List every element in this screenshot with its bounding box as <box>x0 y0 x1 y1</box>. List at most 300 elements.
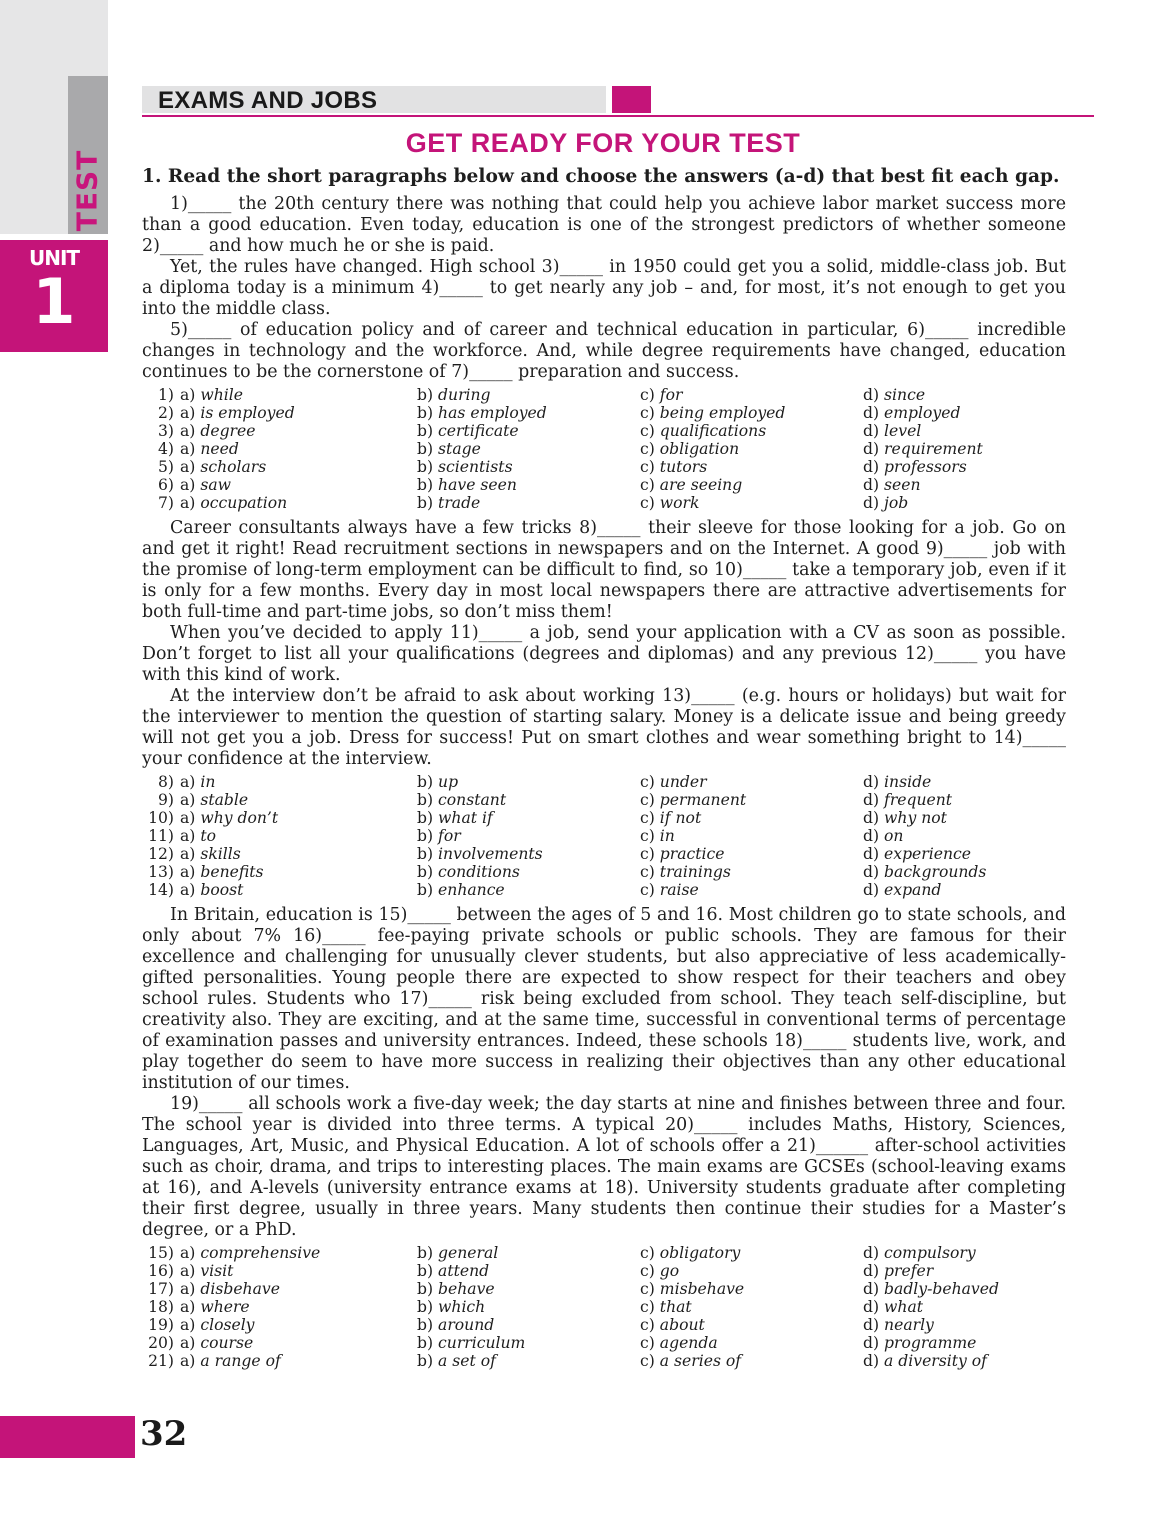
option-letter: d) <box>863 1316 880 1334</box>
option-text: since <box>884 386 926 404</box>
paragraph: Yet, the rules have changed. High school 3)_____ in 1950 could get you a solid, middle-class job. But a diploma today is a minimum 4)_____ to get nearly any job – and, for most, it’s not enough to get you into the middle class. <box>142 257 1066 319</box>
option-c[interactable] <box>640 809 863 827</box>
option-c[interactable] <box>640 1280 863 1298</box>
option-text: while <box>200 386 243 404</box>
option-row <box>142 845 1066 863</box>
option-row <box>142 809 1066 827</box>
option-d[interactable] <box>863 881 1063 899</box>
option-text: what if <box>438 809 493 827</box>
option-text: general <box>438 1244 499 1262</box>
option-letter: c) <box>640 1244 655 1262</box>
option-c[interactable] <box>640 1334 863 1352</box>
option-letter: d) <box>863 863 880 881</box>
option-letter: b) <box>417 1352 434 1370</box>
question-number: 12) <box>148 845 174 863</box>
option-text: under <box>659 773 707 791</box>
option-letter: a) <box>180 1262 196 1280</box>
option-row <box>142 422 1066 440</box>
option-text: trainings <box>659 863 731 881</box>
option-letter: d) <box>863 1262 880 1280</box>
option-letter: b) <box>417 440 434 458</box>
option-c[interactable] <box>640 404 863 422</box>
test-content <box>142 164 1066 1376</box>
option-text: a series of <box>659 1352 742 1370</box>
option-b[interactable] <box>417 404 640 422</box>
option-b[interactable] <box>417 494 640 512</box>
option-d[interactable] <box>863 1316 1063 1334</box>
option-letter: d) <box>863 1280 880 1298</box>
option-text: agenda <box>659 1334 718 1352</box>
question-number: 15) <box>148 1244 174 1262</box>
option-text: to <box>200 827 217 845</box>
option-text: misbehave <box>659 1280 745 1298</box>
option-letter: a) <box>180 773 196 791</box>
paragraph: Career consultants always have a few tricks 8)_____ their sleeve for those looking for a job. Go on and get it right! Read recruitment sections in newspapers and on the Internet. A good 9)_____ job with the promise of long-term employment can be difficult to find, so 10)_____ take a temporary job, even if it is only for a few months. Every day in most local newspapers there are attractive advertisements for both full-time and part-time jobs, so don’t miss them! <box>142 518 1066 622</box>
option-text: certificate <box>438 422 519 440</box>
option-a[interactable] <box>180 809 417 827</box>
option-text: behave <box>438 1280 495 1298</box>
option-letter: d) <box>863 791 880 809</box>
option-letter: c) <box>640 404 655 422</box>
option-letter: d) <box>863 440 880 458</box>
option-text: closely <box>200 1316 255 1334</box>
unit-word: UNIT <box>28 246 80 270</box>
option-c[interactable] <box>640 863 863 881</box>
option-letter: a) <box>180 809 196 827</box>
question-number: 20) <box>148 1334 174 1352</box>
question-number: 11) <box>148 827 174 845</box>
option-text: disbehave <box>200 1280 280 1298</box>
question-number: 21) <box>148 1352 174 1370</box>
option-letter: c) <box>640 791 655 809</box>
option-text: boost <box>200 881 244 899</box>
option-text: a set of <box>438 1352 496 1370</box>
option-text: has employed <box>438 404 547 422</box>
option-letter: c) <box>640 1298 655 1316</box>
option-text: conditions <box>438 863 520 881</box>
option-letter: b) <box>417 1298 434 1316</box>
option-letter: d) <box>863 827 880 845</box>
option-letter: a) <box>180 1280 196 1298</box>
option-text: occupation <box>200 494 288 512</box>
option-text: practice <box>659 845 725 863</box>
option-d[interactable] <box>863 458 1063 476</box>
option-text: in <box>200 773 216 791</box>
option-b[interactable] <box>417 1262 640 1280</box>
question-number: 7) <box>157 494 174 512</box>
option-letter: b) <box>417 1316 434 1334</box>
option-d[interactable] <box>863 1244 1063 1262</box>
option-text: badly-behaved <box>884 1280 999 1298</box>
option-d[interactable] <box>863 773 1063 791</box>
option-b[interactable] <box>417 881 640 899</box>
option-row <box>142 1244 1066 1262</box>
option-letter: a) <box>180 1298 196 1316</box>
option-c[interactable] <box>640 1316 863 1334</box>
option-letter: c) <box>640 440 655 458</box>
option-c[interactable] <box>640 1352 863 1370</box>
option-a[interactable] <box>180 791 417 809</box>
option-c[interactable] <box>640 422 863 440</box>
option-text: is employed <box>200 404 295 422</box>
option-text: seen <box>884 476 921 494</box>
option-letter: c) <box>640 1316 655 1334</box>
option-letter: b) <box>417 422 434 440</box>
option-d[interactable] <box>863 1280 1063 1298</box>
option-text: stable <box>200 791 249 809</box>
option-d[interactable] <box>863 1262 1063 1280</box>
option-c[interactable] <box>640 1298 863 1316</box>
option-text: are seeing <box>659 476 743 494</box>
page-number-block <box>0 1416 135 1458</box>
option-letter: d) <box>863 773 880 791</box>
option-d[interactable] <box>863 827 1063 845</box>
option-row <box>142 386 1066 404</box>
option-letter: b) <box>417 881 434 899</box>
option-a[interactable] <box>180 1334 417 1352</box>
answer-options <box>142 773 1066 899</box>
option-letter: a) <box>180 881 196 899</box>
option-text: benefits <box>200 863 264 881</box>
option-letter: d) <box>863 386 880 404</box>
option-letter: c) <box>640 1334 655 1352</box>
option-text: up <box>438 773 459 791</box>
option-row <box>142 404 1066 422</box>
option-a[interactable] <box>180 1352 417 1370</box>
question-number: 8) <box>157 773 174 791</box>
option-text: frequent <box>884 791 953 809</box>
option-b[interactable] <box>417 1316 640 1334</box>
option-letter: b) <box>417 476 434 494</box>
option-b[interactable] <box>417 863 640 881</box>
option-a[interactable] <box>180 458 417 476</box>
option-letter: c) <box>640 863 655 881</box>
option-text: obligation <box>659 440 740 458</box>
option-letter: d) <box>863 881 880 899</box>
option-row <box>142 773 1066 791</box>
test-label <box>67 145 107 235</box>
option-text: programme <box>884 1334 977 1352</box>
option-letter: d) <box>863 809 880 827</box>
option-d[interactable] <box>863 791 1063 809</box>
option-text: nearly <box>884 1316 934 1334</box>
option-letter: b) <box>417 863 434 881</box>
option-d[interactable] <box>863 404 1063 422</box>
option-d[interactable] <box>863 1334 1063 1352</box>
option-letter: b) <box>417 827 434 845</box>
option-text: scientists <box>438 458 513 476</box>
option-b[interactable] <box>417 422 640 440</box>
option-text: prefer <box>884 1262 934 1280</box>
option-c[interactable] <box>640 827 863 845</box>
option-letter: b) <box>417 1280 434 1298</box>
question-number: 3) <box>157 422 174 440</box>
option-text: requirement <box>884 440 983 458</box>
header-accent-square <box>612 86 651 113</box>
question-number: 4) <box>157 440 174 458</box>
option-a[interactable] <box>180 1244 417 1262</box>
option-a[interactable] <box>180 881 417 899</box>
option-a[interactable] <box>180 1298 417 1316</box>
option-a[interactable] <box>180 494 417 512</box>
option-a[interactable] <box>180 422 417 440</box>
option-letter: d) <box>863 404 880 422</box>
option-text: course <box>200 1334 254 1352</box>
paragraph: 19)_____ all schools work a five-day week; the day starts at nine and finishes between three and four. The school year is divided into three terms. A typical 20)_____ includes Maths, History, Sciences, Languages, Art, Music, and Physical Education. A lot of schools offer a 21)______ after-school activities such as choir, drama, and trips to interesting places. The main exams are GCSEs (school-leaving exams at 16), and A-levels (university entrance exams at 18). University students graduate after completing their first degree, usually in three years. Many students then continue their studies for a Master’s degree, or a PhD. <box>142 1094 1066 1240</box>
option-text: stage <box>438 440 481 458</box>
option-text: about <box>659 1316 705 1334</box>
option-letter: c) <box>640 827 655 845</box>
question-number: 18) <box>148 1298 174 1316</box>
option-d[interactable] <box>863 809 1063 827</box>
option-text: in <box>659 827 675 845</box>
option-text: experience <box>884 845 971 863</box>
option-c[interactable] <box>640 845 863 863</box>
option-c[interactable] <box>640 773 863 791</box>
option-text: degree <box>200 422 256 440</box>
option-a[interactable] <box>180 476 417 494</box>
option-letter: d) <box>863 1334 880 1352</box>
option-text: saw <box>200 476 232 494</box>
option-letter: b) <box>417 845 434 863</box>
option-a[interactable] <box>180 827 417 845</box>
option-text: for <box>438 827 461 845</box>
page-title: EXAMS AND JOBS <box>158 87 378 114</box>
option-letter: d) <box>863 1352 880 1370</box>
option-row <box>142 881 1066 899</box>
option-row <box>142 863 1066 881</box>
option-c[interactable] <box>640 476 863 494</box>
option-d[interactable] <box>863 1298 1063 1316</box>
option-letter: a) <box>180 827 196 845</box>
option-d[interactable] <box>863 440 1063 458</box>
page-number: 32 <box>140 1414 188 1454</box>
question-number: 10) <box>148 809 174 827</box>
question-number: 16) <box>148 1262 174 1280</box>
option-b[interactable] <box>417 773 640 791</box>
option-letter: a) <box>180 422 196 440</box>
option-letter: b) <box>417 494 434 512</box>
option-a[interactable] <box>180 863 417 881</box>
option-letter: b) <box>417 791 434 809</box>
option-d[interactable] <box>863 386 1063 404</box>
section-title: GET READY FOR YOUR TEST <box>405 128 801 158</box>
option-text: if not <box>659 809 702 827</box>
option-d[interactable] <box>863 422 1063 440</box>
option-letter: b) <box>417 809 434 827</box>
option-c[interactable] <box>640 494 863 512</box>
option-text: around <box>438 1316 495 1334</box>
task-heading: 1. Read the short paragraphs below and choose the answers (a-d) that best fit each gap. <box>142 166 1060 187</box>
option-text: compulsory <box>884 1244 976 1262</box>
option-row <box>142 1352 1066 1370</box>
option-a[interactable] <box>180 1262 417 1280</box>
option-d[interactable] <box>863 1352 1063 1370</box>
option-c[interactable] <box>640 1262 863 1280</box>
option-text: expand <box>884 881 942 899</box>
option-text: need <box>200 440 239 458</box>
option-text: on <box>884 827 904 845</box>
option-a[interactable] <box>180 440 417 458</box>
option-b[interactable] <box>417 827 640 845</box>
paragraph: In Britain, education is 15)_____ between the ages of 5 and 16. Most children go to state schools, and only about 7% 16)_____ fee-paying private schools or public schools. They are famous for their excellence and challenging for unusually clever students, but also appreciative of less academically-gifted personalities. Young people there are expected to show respect for their teachers and obey school rules. Students who 17)_____ risk being excluded from school. They teach self-discipline, but creativity also. They are exciting, and at the same time, successful in conventional terms of percentage of examination passes and university entrances. Indeed, these schools 18)_____ students live, work, and play together do seem to have more success in realizing their objectives than any other educational institution of our times. <box>142 905 1066 1093</box>
option-text: that <box>659 1298 692 1316</box>
option-letter: a) <box>180 845 196 863</box>
question-number: 9) <box>157 791 174 809</box>
option-text: why don’t <box>200 809 279 827</box>
option-letter: a) <box>180 791 196 809</box>
option-letter: c) <box>640 458 655 476</box>
option-letter: a) <box>180 476 196 494</box>
option-letter: d) <box>863 422 880 440</box>
option-text: raise <box>659 881 699 899</box>
question-number: 6) <box>157 476 174 494</box>
option-a[interactable] <box>180 404 417 422</box>
option-text: why not <box>884 809 947 827</box>
option-row <box>142 458 1066 476</box>
option-letter: c) <box>640 494 655 512</box>
option-letter: a) <box>180 1316 196 1334</box>
option-b[interactable] <box>417 1334 640 1352</box>
option-text: involvements <box>438 845 543 863</box>
option-c[interactable] <box>640 386 863 404</box>
option-b[interactable] <box>417 440 640 458</box>
option-letter: a) <box>180 1244 196 1262</box>
option-text: comprehensive <box>200 1244 321 1262</box>
option-d[interactable] <box>863 494 1063 512</box>
option-letter: d) <box>863 458 880 476</box>
option-d[interactable] <box>863 845 1063 863</box>
question-number: 17) <box>148 1280 174 1298</box>
option-text: backgrounds <box>884 863 987 881</box>
option-text: where <box>200 1298 250 1316</box>
option-letter: a) <box>180 863 196 881</box>
option-text: constant <box>438 791 507 809</box>
question-number: 19) <box>148 1316 174 1334</box>
question-number: 1) <box>157 386 174 404</box>
paragraph: 1)_____ the 20th century there was nothing that could help you achieve labor market success more than a good education. Even today, education is one of the strongest predictors of whether someone 2)_____ and how much he or she is paid. <box>142 194 1066 256</box>
option-a[interactable] <box>180 773 417 791</box>
option-letter: c) <box>640 773 655 791</box>
option-c[interactable] <box>640 1244 863 1262</box>
option-text: work <box>659 494 700 512</box>
option-letter: b) <box>417 404 434 422</box>
option-letter: c) <box>640 1352 655 1370</box>
option-b[interactable] <box>417 791 640 809</box>
option-row <box>142 1316 1066 1334</box>
option-a[interactable] <box>180 1280 417 1298</box>
option-c[interactable] <box>640 458 863 476</box>
option-text: visit <box>200 1262 234 1280</box>
question-number: 2) <box>157 404 174 422</box>
option-row <box>142 1334 1066 1352</box>
option-text: go <box>659 1262 680 1280</box>
option-letter: c) <box>640 386 655 404</box>
option-c[interactable] <box>640 440 863 458</box>
option-text: what <box>884 1298 924 1316</box>
option-letter: d) <box>863 476 880 494</box>
option-text: during <box>438 386 491 404</box>
option-row <box>142 494 1066 512</box>
option-letter: c) <box>640 845 655 863</box>
exercise-blocks <box>142 194 1066 1370</box>
option-letter: a) <box>180 458 196 476</box>
unit-number: 1 <box>32 265 76 338</box>
option-letter: a) <box>180 494 196 512</box>
option-letter: a) <box>180 1334 196 1352</box>
option-text: scholars <box>200 458 267 476</box>
option-b[interactable] <box>417 1244 640 1262</box>
option-row <box>142 827 1066 845</box>
option-row <box>142 440 1066 458</box>
option-letter: b) <box>417 458 434 476</box>
option-text: a range of <box>200 1352 281 1370</box>
option-letter: c) <box>640 422 655 440</box>
header-rule <box>142 115 1094 117</box>
question-number: 13) <box>148 863 174 881</box>
option-letter: b) <box>417 386 434 404</box>
option-text: for <box>659 386 683 404</box>
option-b[interactable] <box>417 386 640 404</box>
option-text: have seen <box>438 476 517 494</box>
option-letter: c) <box>640 809 655 827</box>
option-c[interactable] <box>640 881 863 899</box>
option-letter: d) <box>863 1298 880 1316</box>
option-a[interactable] <box>180 845 417 863</box>
option-b[interactable] <box>417 476 640 494</box>
option-text: permanent <box>659 791 747 809</box>
option-a[interactable] <box>180 1316 417 1334</box>
option-row <box>142 791 1066 809</box>
option-b[interactable] <box>417 1298 640 1316</box>
option-text: employed <box>884 404 961 422</box>
option-d[interactable] <box>863 476 1063 494</box>
question-number: 14) <box>148 881 174 899</box>
option-letter: d) <box>863 494 880 512</box>
option-letter: c) <box>640 881 655 899</box>
option-b[interactable] <box>417 458 640 476</box>
option-b[interactable] <box>417 809 640 827</box>
option-text: which <box>438 1298 486 1316</box>
option-letter: a) <box>180 386 196 404</box>
option-text: a diversity of <box>884 1352 987 1370</box>
option-b[interactable] <box>417 845 640 863</box>
option-b[interactable] <box>417 1280 640 1298</box>
unit-badge <box>0 240 108 352</box>
option-text: trade <box>438 494 481 512</box>
option-text: job <box>884 494 909 512</box>
option-letter: d) <box>863 845 880 863</box>
option-text: qualifications <box>659 422 767 440</box>
option-b[interactable] <box>417 1352 640 1370</box>
option-letter: c) <box>640 1262 655 1280</box>
option-a[interactable] <box>180 386 417 404</box>
question-number: 5) <box>157 458 174 476</box>
paragraph: When you’ve decided to apply 11)_____ a job, send your application with a CV as soon as possible. Don’t forget to list all your qualifications (degrees and diplomas) and any previous 12)_____ you have with this kind of work. <box>142 623 1066 685</box>
option-text: enhance <box>438 881 505 899</box>
option-text: attend <box>438 1262 490 1280</box>
option-row <box>142 1280 1066 1298</box>
option-row <box>142 476 1066 494</box>
paragraph: At the interview don’t be afraid to ask about working 13)_____ (e.g. hours or holidays) but wait for the interviewer to mention the question of starting salary. Money is a delicate issue and being greedy will not get you a job. Dress for success! Put on smart clothes and wear something bright to 14)_____ your confidence at the interview. <box>142 686 1066 769</box>
option-d[interactable] <box>863 863 1063 881</box>
test-label-text: TEST <box>70 149 104 231</box>
paragraph: 5)_____ of education policy and of career and technical education in particular, 6)_____ incredible changes in technology and the workforce. And, while degree requirements have changed, education continues to be the cornerstone of 7)_____ preparation and success. <box>142 320 1066 382</box>
option-c[interactable] <box>640 791 863 809</box>
option-text: obligatory <box>659 1244 741 1262</box>
option-text: inside <box>884 773 932 791</box>
option-letter: c) <box>640 1280 655 1298</box>
